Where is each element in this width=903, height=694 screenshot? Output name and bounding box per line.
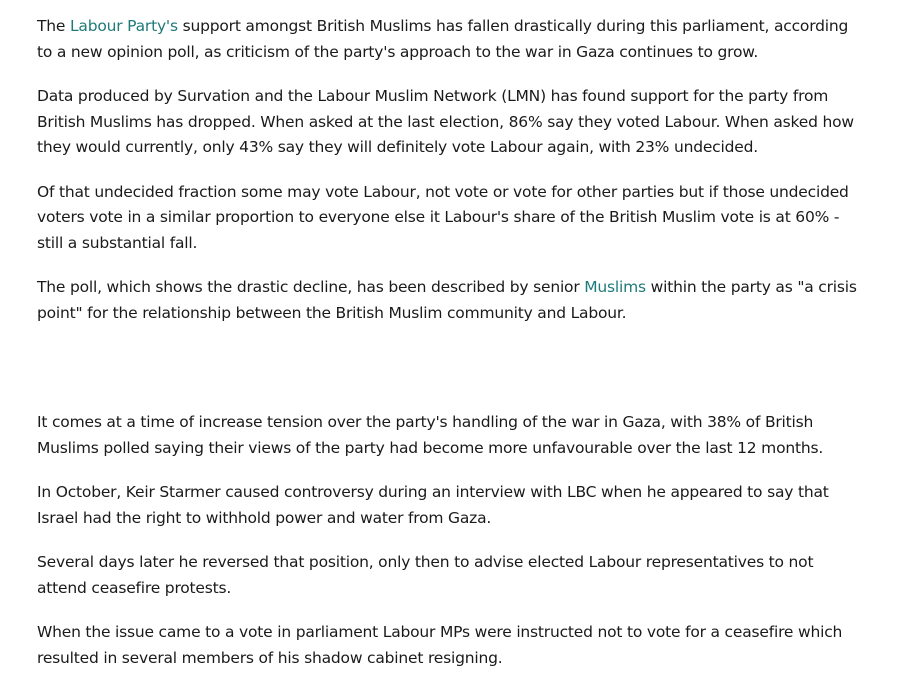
paragraph-8: When the issue came to a vote in parliament Labour MPs were instructed not to vote for a ceasefire which resulted in several members of his shadow cabinet resigning.: [37, 623, 843, 667]
paragraph-3: Of that undecided fraction some may vote Labour, not vote or vote for other parties but if those undecided voters vote in a similar proportion to everyone else it Labour's share of the British Muslim vote is at 60% - still a substantial fall.: [37, 182, 849, 252]
paragraph-6: In October, Keir Starmer caused controversy during an interview with LBC when he appeared to say that Israel had the right to withhold power and water from Gaza.: [37, 483, 829, 527]
paragraph-4: [37, 275, 867, 326]
paragraph-7: Several days later he reversed that position, only then to advise elected Labour representatives to not attend ceasefire protests.: [37, 553, 814, 597]
paragraph-1: [37, 14, 867, 65]
paragraph-4-pre: The poll, which shows the drastic decline, has been described by senior: [37, 278, 585, 296]
paragraph-1-pre: The: [37, 17, 70, 35]
paragraph-1-post: support amongst British Muslims has fallen drastically during this parliament, according to a new opinion poll, as criticism of the party's approach to the war in Gaza continues to grow.: [37, 17, 849, 61]
paragraph-4-post: within the party as "a crisis point" for the relationship between the British Muslim community and Labour.: [37, 278, 857, 322]
paragraph-5: It comes at a time of increase tension over the party's handling of the war in Gaza, with 38% of British Muslims polled saying their views of the party had become more unfavourable over the last 12 months.: [37, 413, 824, 457]
article-body: [37, 14, 867, 690]
embed-gap: [37, 345, 867, 410]
paragraph-2: Data produced by Survation and the Labour Muslim Network (LMN) has found support for the party from British Muslims has dropped. When asked at the last election, 86% say they voted Labour. When asked how they would currently, only 43% say they will definitely vote Labour again, with 23% undecided.: [37, 87, 854, 156]
muslims-link[interactable]: Muslims: [584, 278, 646, 296]
labour-party-link[interactable]: Labour Party's: [69, 17, 178, 35]
